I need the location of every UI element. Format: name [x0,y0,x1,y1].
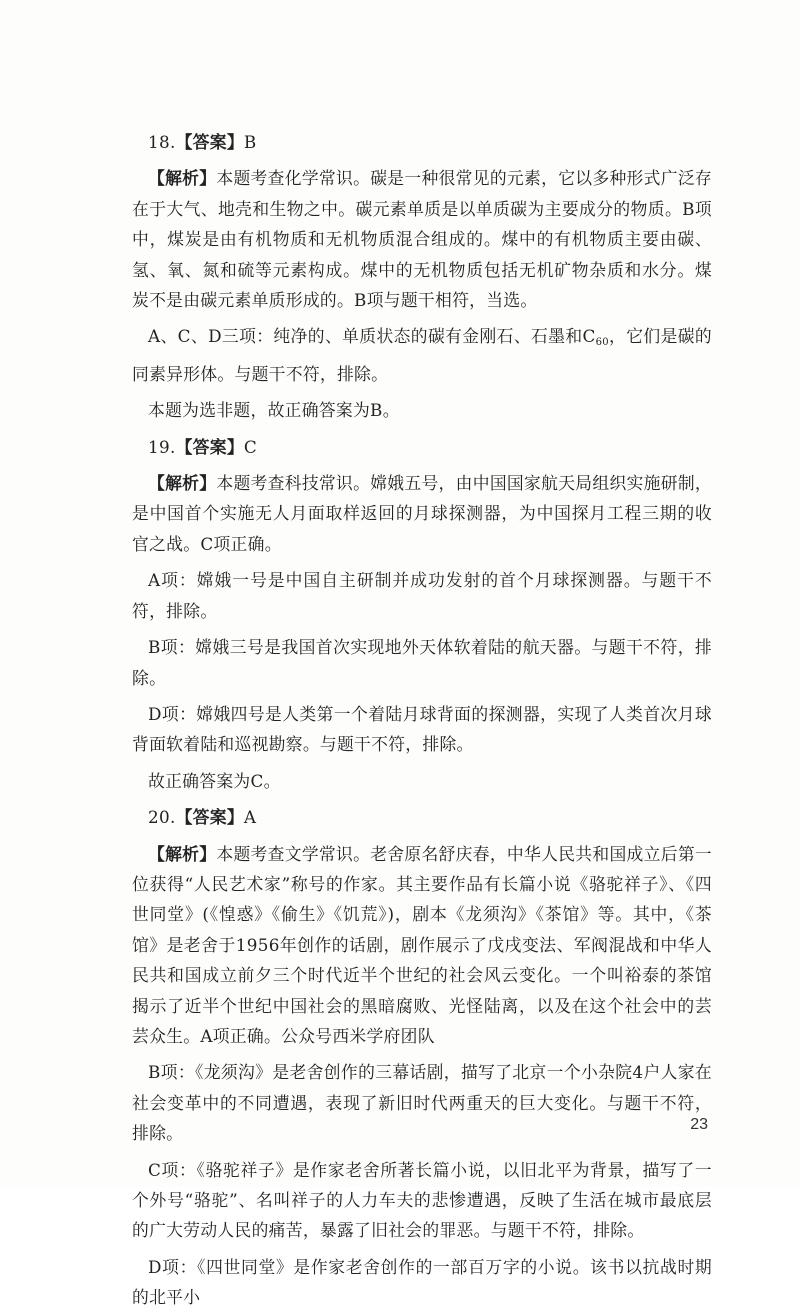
q20-number: 20. [148,807,176,828]
q20-answer-label: 【答案】 [175,807,244,828]
q18-answer-label: 【答案】 [175,132,244,152]
q19-analysis [132,468,712,559]
q19-number: 19. [148,436,176,457]
q19-final-answer: 故正确答案为C。 [148,770,281,791]
q19-answer-line [132,432,712,462]
q18-number: 18. [148,132,176,152]
q19-answer-value: C [243,436,258,457]
q18-acd-text-b: ，它们是碳的同素异形体。与题干不符，排除。 [132,326,712,384]
page-number: 23 [690,1116,708,1133]
q18-acd-subscript: 60 [595,337,609,349]
q18-final-answer: 本题为选非题，故正确答案为B。 [148,400,400,421]
q19-answer-label: 【答案】 [175,436,244,457]
q20-option-d: D项：《四世同堂》是作家老舍创作的一部百万字的小说。该书以抗战时期的北平小 [132,1256,712,1308]
q18-analysis-label: 【解析】 [148,168,217,189]
q19-option-d: D项：嫦娥四号是人类第一个着陆月球背面的探测器，实现了人类首次月球背面软着陆和巡视勘察。与题干不符，排除。 [132,703,712,755]
q20-answer-value: A [243,807,257,828]
q19-option-a: A项：嫦娥一号是中国自主研制并成功发射的首个月球探测器。与题干不符，排除。 [132,570,712,621]
q19-analysis-label: 【解析】 [148,473,217,494]
q18-option-acd [132,321,712,389]
q20-option-c: C项：《骆驼祥子》是作家老舍所著长篇小说，以旧北平为背景，描写了一个外号“骆驼”、名叫祥子的人力车夫的悲惨遭遇，反映了生活在城市最底层的广大劳动人民的痛苦，暴露了旧社会的罪恶。与题干不符，排除。 [132,1159,712,1241]
q19-analysis-text: 本题考查科技常识。嫦娥五号，由中国国家航天局组织实施研制，是中国首个实施无人月面取样返回的月球探测器，为中国探月工程三期的收官之战。C项正确。 [132,473,713,554]
q18-answer-value: B [243,132,257,152]
q18-analysis-text: 本题考查化学常识。碳是一种很常见的元素，它以多种形式广泛存在于大气、地壳和生物之中。碳元素单质是以单质碳为主要成分的物质。B项中，煤炭是由有机物质和无机物质混合组成的。煤中的有机物质主要由碳、氢、氧、氮和硫等元素构成。煤中的无机物质包括无机矿物杂质和水分。煤炭不是由碳元素单质形成的。B项与题干相符，当选。 [132,168,713,311]
q18-answer-line [132,127,712,157]
answer-explanations [132,127,712,1313]
q20-analysis [132,839,712,1052]
q18-analysis [132,163,712,315]
q18-acd-text-a: A、C、D三项：纯净的、单质状态的碳有金刚石、石墨和C [148,326,596,347]
q20-analysis-label: 【解析】 [148,843,217,864]
q20-option-b: B项：《龙须沟》是老舍创作的三幕话剧，描写了北京一个小杂院4户人家在社会变革中的不同遭遇，表现了新旧时代两重天的巨大变化。与题干不符，排除。 [132,1062,712,1144]
q20-analysis-text: 本题考查文学常识。老舍原名舒庆春，中华人民共和国成立后第一位获得“人民艺术家”称号的作家。其主要作品有长篇小说《骆驼祥子》、《四世同堂》(《惶惑》《偷生》《饥荒》)，剧本《龙须沟》《茶馆》等。其中，《茶馆》是老舍于1956年创作的话剧，剧作展示了戊戌变法、军阀混战和中华人民共和国成立前夕三个时代近半个世纪的社会风云变化。一个叫裕泰的茶馆揭示了近半个世纪中国社会的黑暗腐败、光怪陆离，以及在这个社会中的芸芸众生。A项正确。公众号西米学府团队 [132,843,713,1046]
q19-option-b: B项：嫦娥三号是我国首次实现地外天体软着陆的航天器。与题干不符，排除。 [132,637,712,688]
q20-answer-line [132,802,712,832]
